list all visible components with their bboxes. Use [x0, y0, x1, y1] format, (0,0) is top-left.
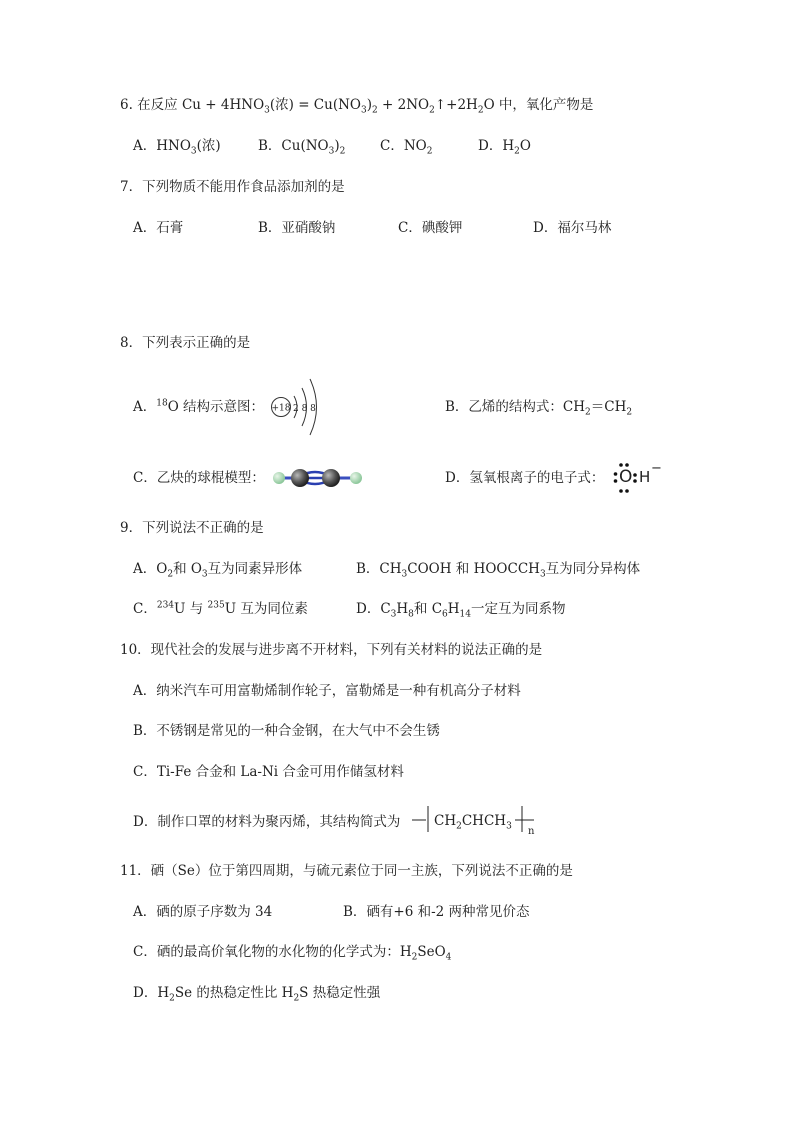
polymer-subscript-n: n — [528, 826, 535, 837]
polypropylene-structure — [412, 800, 542, 840]
q8-option-c[interactable]: C．乙炔的球棍模型： — [133, 470, 265, 486]
q9-stem: 9．下列说法不正确的是 — [120, 520, 264, 536]
q9-option-b[interactable]: B．$CH_3COOH$ 和 $HOOCCH_3$互为同分异构体 — [356, 561, 641, 580]
q10-option-a[interactable]: A．纳米汽车可用富勒烯制作轮子，富勒烯是一种有机高分子材料 — [133, 683, 521, 699]
q7-stem: 7．下列物质不能用作食品添加剂的是 — [120, 179, 345, 195]
atom-shell-electrons: 2 8 8 — [293, 404, 316, 414]
q7-option-a[interactable]: A．石膏 — [133, 220, 184, 236]
q10-option-d[interactable]: D．制作口罩的材料为聚丙烯，其结构简式为 — [133, 814, 401, 830]
lone-pair-dots — [613, 462, 643, 494]
q9-option-d[interactable]: D．$C_3H_8$和 $C_6H_{14}$一定互为同系物 — [356, 601, 566, 620]
q6-number: 6. — [120, 97, 133, 113]
q10-option-b[interactable]: B．不锈钢是常见的一种合金钢，在大气中不会生锈 — [133, 723, 440, 739]
q11-option-d[interactable]: D．$H_2Se$ 的热稳定性比 $H_2S$ 热稳定性强 — [133, 985, 381, 1004]
q11-stem: 11．硒（Se）位于第四周期，与硫元素位于同一主族，下列说法不正确的是 — [120, 863, 573, 879]
q10-stem: 10．现代社会的发展与进步离不开材料，下列有关材料的说法正确的是 — [120, 642, 543, 658]
hydroxide-hydrogen: H — [639, 468, 651, 486]
q7-option-d[interactable]: D．福尔马林 — [533, 220, 612, 236]
q6-option-d[interactable]: D．$H_2O$ — [478, 138, 531, 157]
atom-nucleus-label: +18 — [271, 403, 291, 414]
hydroxide-electron-formula — [613, 462, 663, 494]
q6-stem: 6. 在反应 $Cu + 4HNO_3$(浓) = $Cu(NO_3)_2$ + $2NO_2↑+2H_2O$ 中，氧化产物是 — [120, 97, 594, 116]
q6-option-b[interactable]: B．$Cu(NO_3)_2$ — [258, 138, 346, 157]
q8-stem: 8．下列表示正确的是 — [120, 335, 251, 351]
argon-atom-structure-diagram — [268, 374, 328, 440]
q7-option-c[interactable]: C．碘酸钾 — [398, 220, 463, 236]
q8-option-b[interactable]: B．乙烯的结构式：$CH_2=CH_2$ — [445, 399, 633, 418]
q10-option-c[interactable]: C．Ti-Fe 合金和 La-Ni 合金可用作储氢材料 — [133, 764, 404, 780]
hydroxide-oxygen: O — [619, 467, 633, 487]
q11-option-b[interactable]: B．硒有+6 和-2 两种常见价态 — [343, 904, 530, 920]
hydroxide-charge: − — [651, 461, 662, 476]
q11-option-c[interactable]: C．硒的最高价氧化物的水化物的化学式为：$H_2SeO_4$ — [133, 944, 452, 963]
q6-option-a[interactable]: A．$HNO_3$(浓) — [133, 138, 221, 157]
q7-option-b[interactable]: B．亚硝酸钠 — [258, 220, 336, 236]
acetylene-ball-stick-model — [270, 465, 366, 491]
q11-option-a[interactable]: A．硒的原子序数为 34 — [133, 904, 273, 920]
q6-option-c[interactable]: C．$NO_2$ — [380, 138, 433, 157]
q8-option-d[interactable]: D．氢氧根离子的电子式： — [445, 470, 605, 486]
q9-option-a[interactable]: A．$O_2$和 $O_3$互为同素异形体 — [133, 561, 303, 580]
q9-option-c[interactable]: C．$^{234}$U 与 $^{235}$U 互为同位素 — [133, 600, 308, 617]
polymer-repeat-unit: $CH_2CHCH_3$ — [434, 813, 512, 832]
q8-option-a[interactable]: A．$^{18}$O 结构示意图： — [133, 398, 265, 415]
